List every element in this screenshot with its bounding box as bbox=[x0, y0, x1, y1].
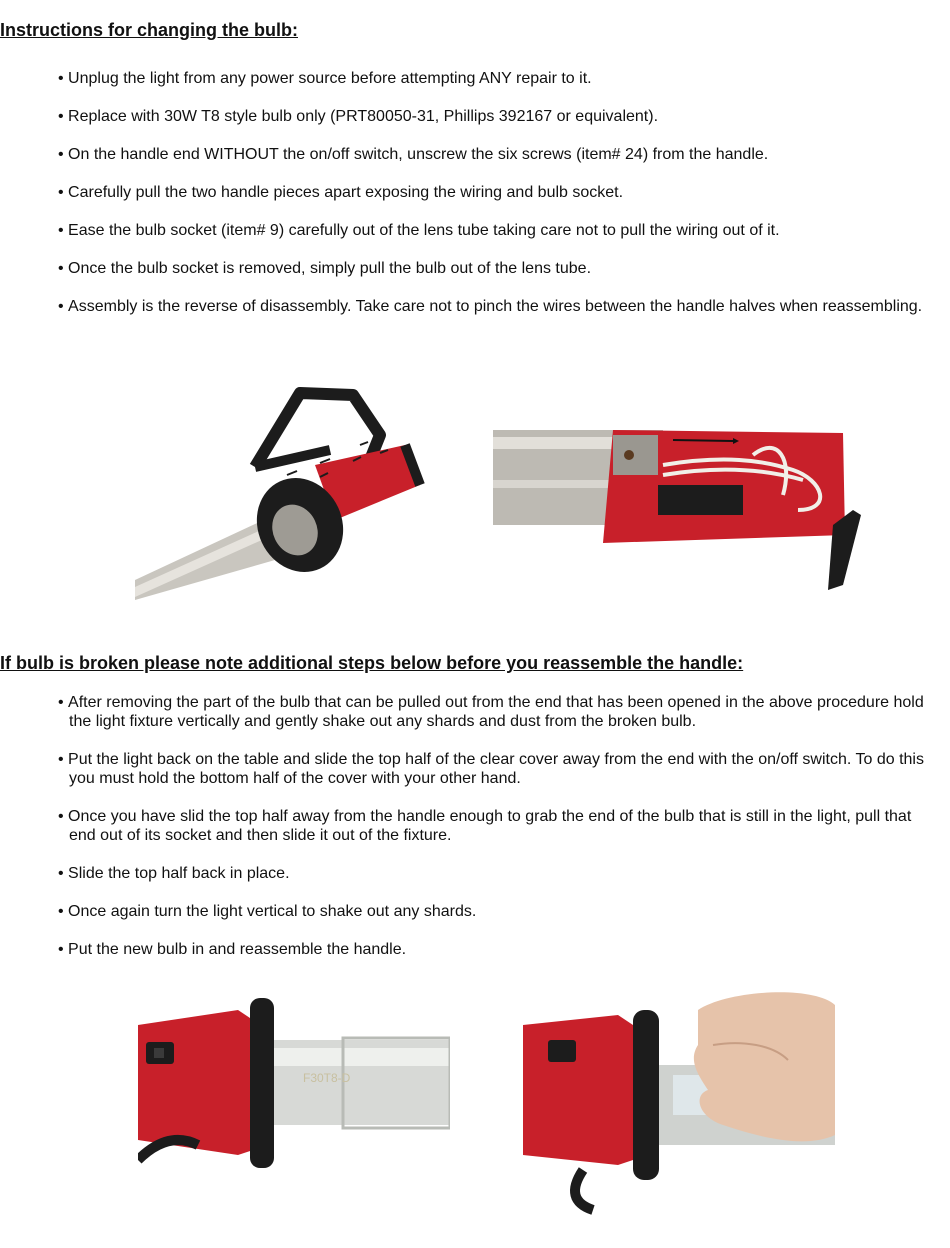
list-item: • Once again turn the light vertical to shake out any shards. bbox=[58, 902, 928, 921]
list-item: • Assembly is the reverse of disassembly. Take care not to pinch the wires between the handle halves when reassembling. bbox=[58, 297, 928, 316]
list-item: • Carefully pull the two handle pieces apart exposing the wiring and bulb socket. bbox=[58, 183, 928, 202]
list-item: • Once the bulb socket is removed, simply pull the bulb out of the lens tube. bbox=[58, 259, 928, 278]
section-heading-broken-bulb: If bulb is broken please note additional steps below before you reassemble the handle: bbox=[0, 653, 744, 673]
photo-opened-handle-wiring bbox=[493, 375, 863, 600]
photo-sliding-cover bbox=[138, 970, 450, 1195]
bulb-label: F30T8-D bbox=[303, 1071, 351, 1085]
list-item: • Unplug the light from any power source before attempting ANY repair to it. bbox=[58, 69, 928, 88]
photo-pulling-bulb bbox=[523, 985, 835, 1220]
section-heading-changing-bulb: Instructions for changing the bulb: bbox=[0, 20, 298, 40]
list-item: • Once you have slid the top half away from the handle enough to grab the end of the bulb that is still in the light, pull that end out of its socket and then slide it out of the fixture. bbox=[58, 807, 928, 845]
broken-bulb-steps bbox=[58, 693, 928, 978]
photo-handle-screws bbox=[135, 375, 435, 600]
changing-bulb-steps bbox=[58, 69, 928, 335]
list-item: • Ease the bulb socket (item# 9) carefully out of the lens tube taking care not to pull the wiring out of it. bbox=[58, 221, 928, 240]
list-item: • On the handle end WITHOUT the on/off switch, unscrew the six screws (item# 24) from the handle. bbox=[58, 145, 928, 164]
list-item: • Replace with 30W T8 style bulb only (PRT80050-31, Phillips 392167 or equivalent). bbox=[58, 107, 928, 126]
list-item: • After removing the part of the bulb that can be pulled out from the end that has been opened in the above procedure hold the light fixture vertically and gently shake out any shards and dust from the broken bulb. bbox=[58, 693, 928, 731]
list-item: • Put the new bulb in and reassemble the handle. bbox=[58, 940, 928, 959]
list-item: • Slide the top half back in place. bbox=[58, 864, 928, 883]
list-item: • Put the light back on the table and slide the top half of the clear cover away from the end with the on/off switch. To do this you must hold the bottom half of the cover with your other hand. bbox=[58, 750, 928, 788]
